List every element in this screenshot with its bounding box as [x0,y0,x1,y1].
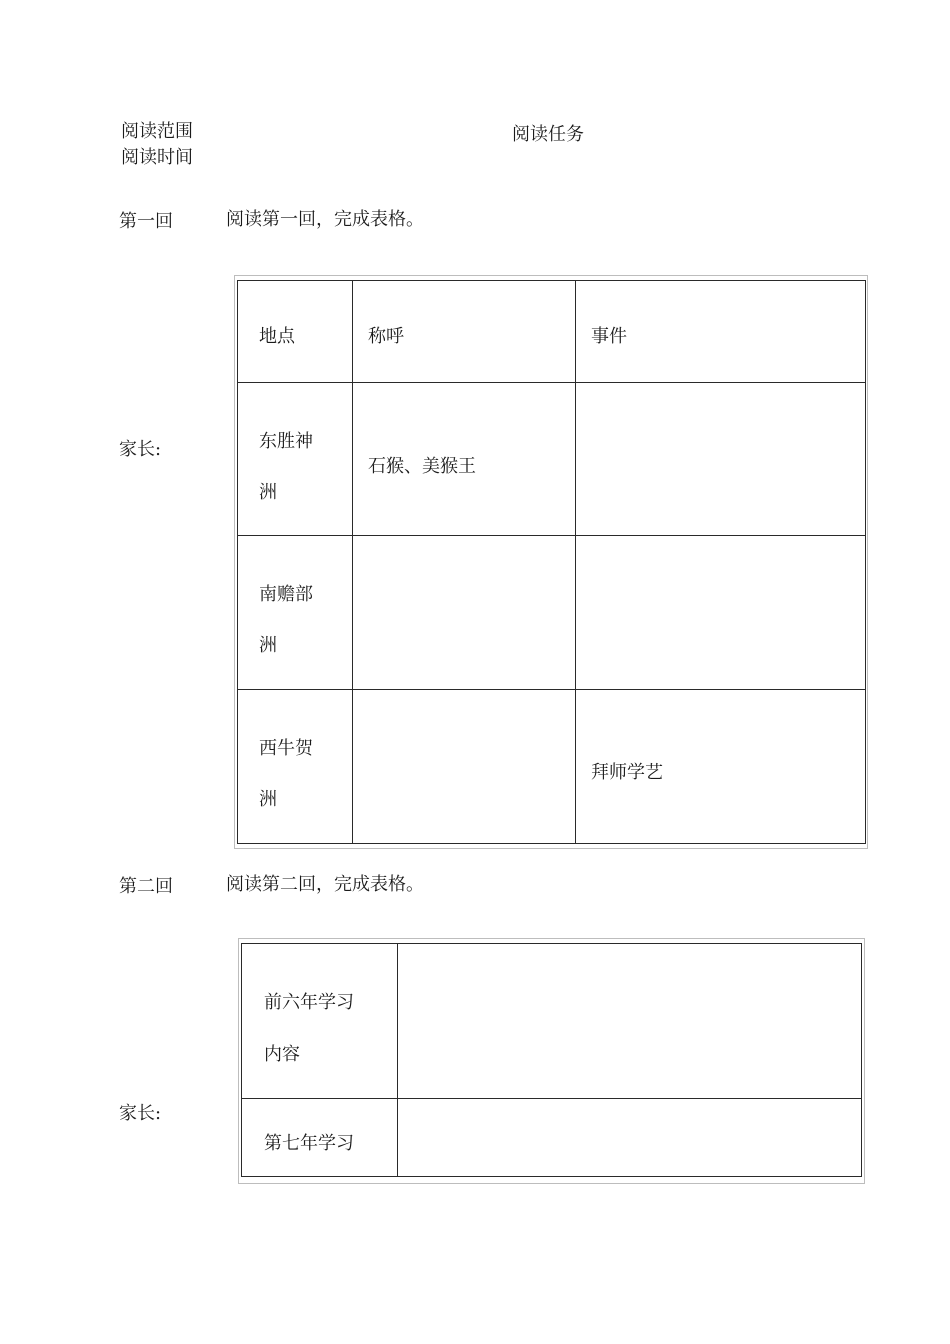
chapter1-task: 阅读第一回，完成表格。 [226,209,424,230]
reading-time-label: 阅读时间 [121,147,193,168]
row-value-cell[interactable] [398,1099,862,1177]
reading-task-label: 阅读任务 [512,124,584,145]
reading-range-label: 阅读范围 [121,121,193,142]
chapter2-task: 阅读第二回，完成表格。 [226,874,424,895]
table-row [242,1099,862,1177]
place-line2: 洲 [259,789,277,810]
header-place-text: 地点 [259,326,295,347]
place-line1: 南赡部 [259,584,313,605]
place-line2: 洲 [259,635,277,656]
header-cell-event [576,281,866,383]
row-label-line2: 内容 [264,1044,300,1065]
table-row [238,536,866,690]
chapter1-table [237,280,866,844]
chapter2-label: 第二回 [119,876,173,897]
row-label-cell [242,944,398,1099]
title-cell[interactable] [353,690,576,844]
title-cell[interactable] [353,383,576,536]
place-cell [238,383,353,536]
event-cell[interactable] [576,536,866,690]
chapter1-header-row [238,281,866,383]
header-cell-title [353,281,576,383]
row-value-cell[interactable] [398,944,862,1099]
table-row [238,383,866,536]
header-event-text: 事件 [591,326,627,347]
event-cell[interactable] [576,383,866,536]
chapter1-parent-label: 家长: [119,439,162,460]
chapter2-table [241,943,862,1177]
place-line1: 东胜神 [259,431,313,452]
place-cell [238,536,353,690]
table-row [242,944,862,1099]
place-cell [238,690,353,844]
table-row [238,690,866,844]
chapter2-parent-label: 家长: [119,1103,162,1124]
header-title-text: 称呼 [368,326,404,347]
title-text: 石猴、美猴王 [368,456,476,477]
place-line2: 洲 [259,482,277,503]
event-text: 拜师学艺 [591,762,663,783]
row-label-line1: 第七年学习 [264,1133,354,1154]
place-line1: 西牛贺 [259,738,313,759]
event-cell[interactable] [576,690,866,844]
title-cell[interactable] [353,536,576,690]
row-label-line1: 前六年学习 [264,992,354,1013]
header-cell-place [238,281,353,383]
chapter1-label: 第一回 [119,211,173,232]
row-label-cell [242,1099,398,1177]
